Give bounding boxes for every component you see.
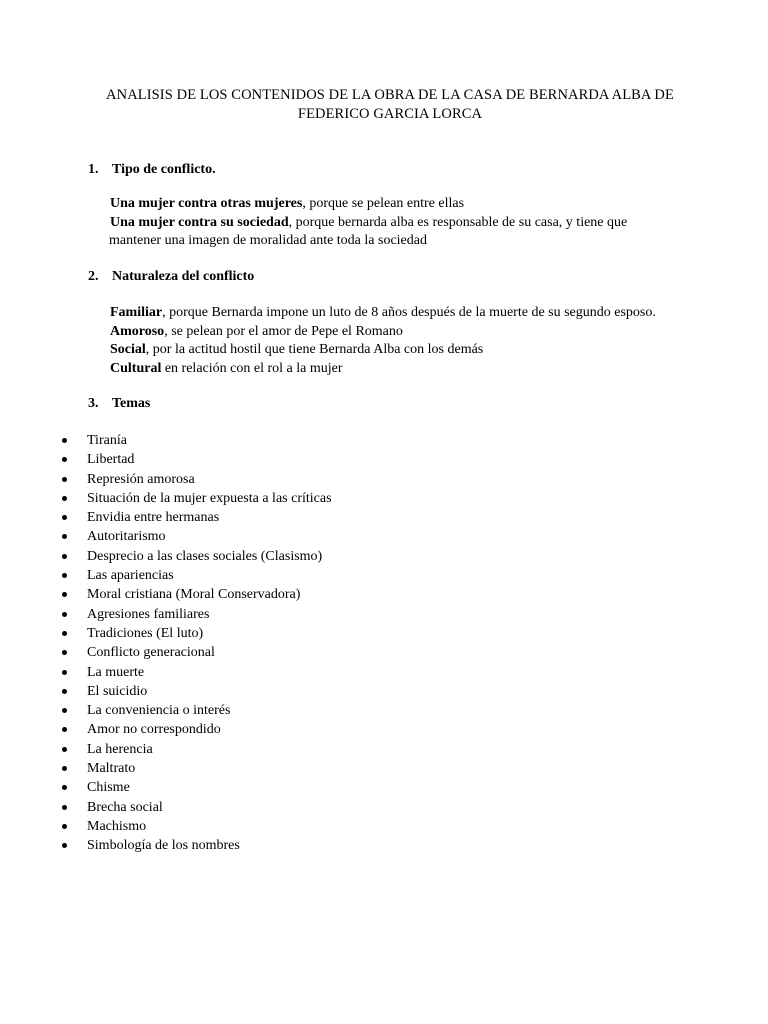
section-2-line-3: [110, 341, 730, 360]
bullet-icon: [62, 612, 67, 617]
section-2-line-4-bold: Cultural: [110, 360, 162, 376]
section-2-line-2-text: , se pelean por el amor de Pepe el Romano: [164, 323, 403, 339]
section-1-line-1-text: , porque se pelean entre ellas: [302, 196, 465, 211]
section-2-line-1-bold: Familiar: [110, 305, 163, 320]
title-line-1: ANALISIS DE LOS CONTENIDOS DE LA OBRA DE LA CASA DE BERNARDA ALBA DE: [106, 87, 674, 103]
bullet-icon: [62, 708, 67, 713]
section-1-line-3: [109, 232, 730, 251]
list-item-text: El suicidio: [87, 683, 148, 699]
section-2-line-1-text: , porque Bernarda impone un luto de 8 años después de la muerte de su segundo esposo.: [162, 305, 656, 320]
bullet-icon: [62, 496, 67, 501]
list-item-text: Simbología de los nombres: [87, 838, 240, 854]
list-item-text: Machismo: [87, 818, 147, 834]
section-2-body: [110, 304, 730, 378]
section-3-heading: [88, 395, 150, 413]
section-3-number: 3.: [88, 396, 99, 411]
bullet-icon: [62, 457, 67, 462]
list-item-text: Brecha social: [87, 799, 163, 815]
bullet-icon: [62, 843, 67, 848]
bullet-icon: [62, 785, 67, 790]
bullet-icon: [62, 477, 67, 482]
bullet-icon: [62, 438, 67, 443]
bullet-icon: [62, 670, 67, 675]
bullet-icon: [62, 554, 67, 559]
bullet-icon: [62, 534, 67, 539]
section-2-line-1: [110, 304, 730, 323]
section-2-line-2: [110, 323, 730, 342]
section-1-line-2-bold: Una mujer contra su sociedad: [110, 214, 289, 230]
list-item-text: Agresiones familiares: [87, 606, 210, 622]
section-1-heading: [88, 161, 216, 179]
list-item-text: Tiranía: [87, 433, 127, 448]
list-item-text: La conveniencia o interés: [87, 703, 231, 719]
section-1-line-1-bold: Una mujer contra otras mujeres: [110, 196, 303, 211]
section-1-line-3-text: mantener una imagen de moralidad ante toda la sociedad: [109, 233, 427, 248]
section-2-line-4: [110, 360, 730, 379]
list-item-text: La herencia: [87, 741, 153, 757]
bullet-icon: [62, 689, 67, 694]
list-item-text: Conflicto generacional: [87, 645, 215, 661]
bullet-icon: [62, 650, 67, 655]
section-1-number: 1.: [88, 162, 99, 177]
list-item-text: Tradiciones (El luto): [87, 625, 204, 641]
section-2-heading: [88, 268, 254, 286]
section-1-body: [110, 195, 730, 251]
list-item-text: Situación de la mujer expuesta a las críticas: [87, 490, 332, 506]
list-item-text: Represión amorosa: [87, 471, 195, 487]
bullet-icon: [62, 805, 67, 810]
bullet-icon: [62, 766, 67, 771]
section-1-line-2-text: , porque bernarda alba es responsable de su casa, y tiene que: [288, 214, 628, 230]
section-1-title: Tipo de conflicto.: [112, 162, 216, 177]
document-title: [60, 86, 720, 124]
list-item-text: Las apariencias: [87, 568, 174, 584]
list-item-text: Moral cristiana (Moral Conservadora): [87, 587, 301, 603]
section-2-line-4-text: en relación con el rol a la mujer: [161, 360, 343, 376]
section-3-title: Temas: [112, 396, 151, 411]
title-line-2: FEDERICO GARCIA LORCA: [297, 106, 483, 122]
section-1-line-1: [110, 195, 730, 214]
bullet-icon: [62, 747, 67, 752]
list-item-text: Desprecio a las clases sociales (Clasismo): [87, 548, 323, 564]
bullet-icon: [62, 515, 67, 520]
bullet-icon: [62, 824, 67, 829]
list-item-text: Amor no correspondido: [87, 722, 221, 738]
bullet-icon: [62, 631, 67, 636]
bullet-icon: [62, 592, 67, 597]
bullet-icon: [62, 727, 67, 732]
list-item-text: Libertad: [87, 452, 135, 468]
section-2-line-3-bold: Social: [110, 342, 146, 357]
list-item-text: Autoritarismo: [87, 529, 166, 545]
section-2-line-3-text: , por la actitud hostil que tiene Bernarda Alba con los demás: [145, 342, 484, 357]
section-2-title: Naturaleza del conflicto: [112, 269, 255, 284]
section-1-line-2: [110, 214, 730, 233]
list-item-text: Chisme: [87, 780, 130, 796]
list-item-text: La muerte: [87, 664, 145, 680]
list-item-text: Maltrato: [87, 761, 136, 777]
list-item-text: Envidia entre hermanas: [87, 510, 220, 526]
bullet-icon: [62, 573, 67, 578]
section-2-number: 2.: [88, 269, 99, 284]
section-2-line-2-bold: Amoroso: [110, 323, 165, 339]
